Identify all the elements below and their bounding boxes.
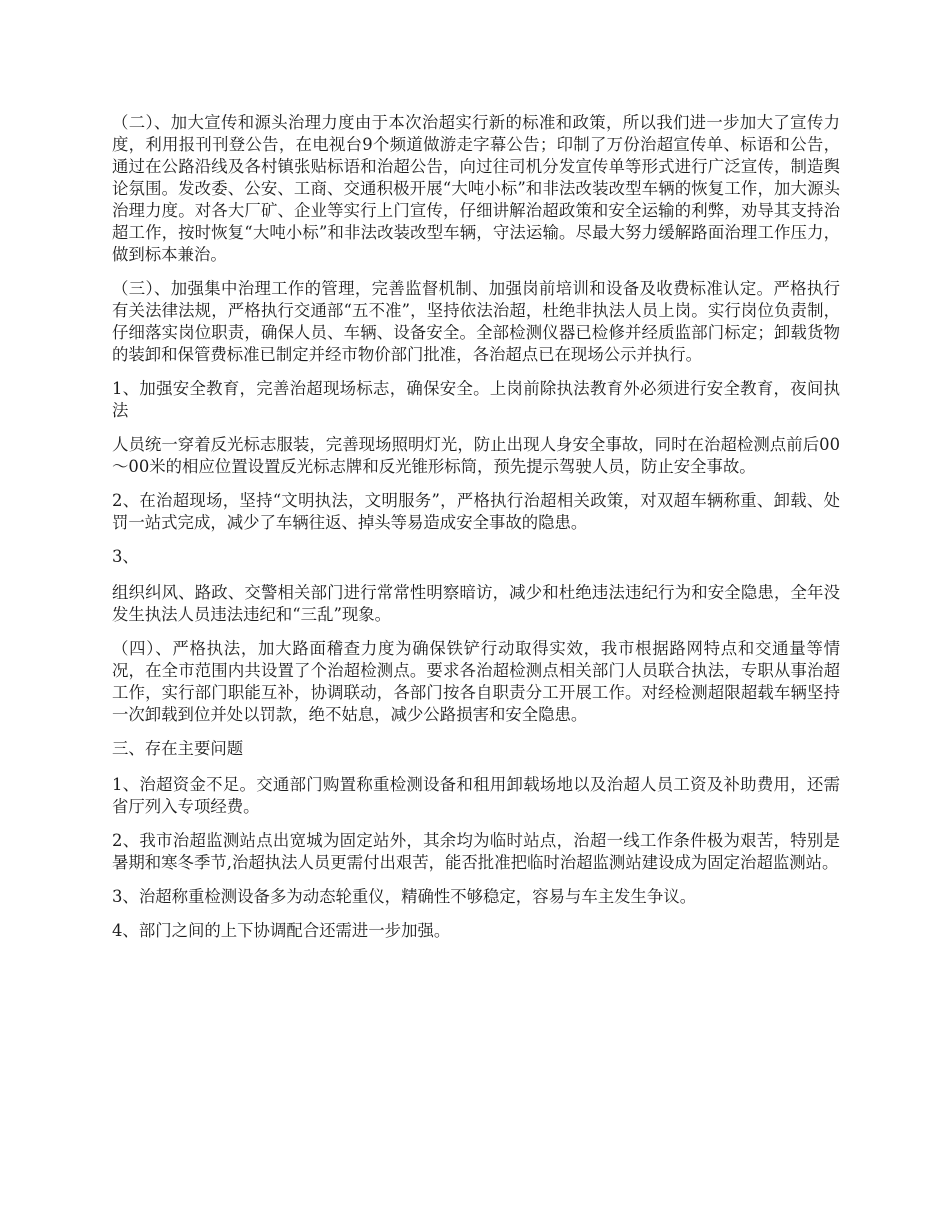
document-body [112, 112, 840, 954]
paragraph-problem-coordination: 4、部门之间的上下协调配合还需进一步加强。 [112, 921, 451, 940]
paragraph-management: （三）、加强集中治理工作的管理，完善监督机制、加强岗前培训和设备及收费标准认定。严格执行有关法律法规，严格执行交通部“五不准”，坚持依法治超，杜绝非执法人员上岗。实行岗位负责制，仔细落实岗位职责，确保人员、车辆、设备安全。全部检测仪器已检修并经质监部门标定；卸载货物的装卸和保管费标准已制定并经市物价部门批准，各治超点已在现场公示并执行。 [112, 279, 840, 364]
paragraph-safety-equipment: 人员统一穿着反光标志服装，完善现场照明灯光，防止出现人身安全事故，同时在治超检测点前后00～00米的相应位置设置反光标志牌和反光锥形标筒，预先提示驾驶人员，防止安全事故。 [112, 435, 840, 476]
paragraph-problem-funding: 1、治超资金不足。交通部门购置称重检测设备和租用卸载场地以及治超人员工资及补助费用，还需省厅列入专项经费。 [112, 775, 840, 816]
paragraph-inspection: 组织纠风、路政、交警相关部门进行常常性明察暗访，减少和杜绝违法违纪行为和安全隐患，全年没发生执法人员违法违纪和“三乱”现象。 [112, 583, 840, 624]
paragraph-safety-education: 1、加强安全教育，完善治超现场标志，确保安全。上岗前除执法教育外必须进行安全教育，夜间执法 [112, 379, 840, 420]
section-heading-problems: 三、存在主要问题 [112, 739, 244, 758]
paragraph-publicity: （二）、加大宣传和源头治理力度由于本次治超实行新的标准和政策，所以我们进一步加大了宣传力度，利用报刊刊登公告，在电视台9个频道做游走字幕公告；印制了万份治超宣传单、标语和公告，通过在公路沿线及各村镇张贴标语和治超公告，向过往司机分发宣传单等形式进行广泛宣传，制造舆论氛围。发改委、公安、工商、交通积极开展“大吨小标”和非法改装改型车辆的恢复工作，加大源头治理力度。对各大厂矿、企业等实行上门宣传，仔细讲解治超政策和安全运输的利弊，劝导其支持治超工作，按时恢复“大吨小标”和非法改装改型车辆，守法运输。尽最大努力缓解路面治理工作压力，做到标本兼治。 [112, 113, 840, 264]
paragraph-strict-enforcement: （四）、严格执法，加大路面稽查力度为确保铁铲行动取得实效，我市根据路网特点和交通量等情况，在全市范围内共设置了个治超检测点。要求各治超检测点相关部门人员联合执法，专职从事治超工作，实行部门职能互补，协调联动，各部门按各自职责分工开展工作。对经检测超限超载车辆坚持一次卸载到位并处以罚款，绝不姑息，减少公路损害和安全隐患。 [112, 639, 840, 724]
paragraph-civil-enforcement: 2、在治超现场，坚持“文明执法，文明服务”，严格执行治超相关政策，对双超车辆称重、卸载、处罚一站式完成，减少了车辆往返、掉头等易造成安全事故的隐患。 [112, 491, 840, 532]
paragraph-problem-stations: 2、我市治超监测站点出宽城为固定站外，其余均为临时站点，治超一线工作条件极为艰苦，特别是暑期和寒冬季节,治超执法人员更需付出艰苦，能否批准把临时治超监测站建设成为固定治超监测站。 [112, 831, 840, 872]
paragraph-problem-equipment: 3、治超称重检测设备多为动态轮重仪，精确性不够稳定，容易与车主发生争议。 [112, 887, 697, 906]
paragraph-item-3-heading: 3、 [112, 547, 139, 566]
